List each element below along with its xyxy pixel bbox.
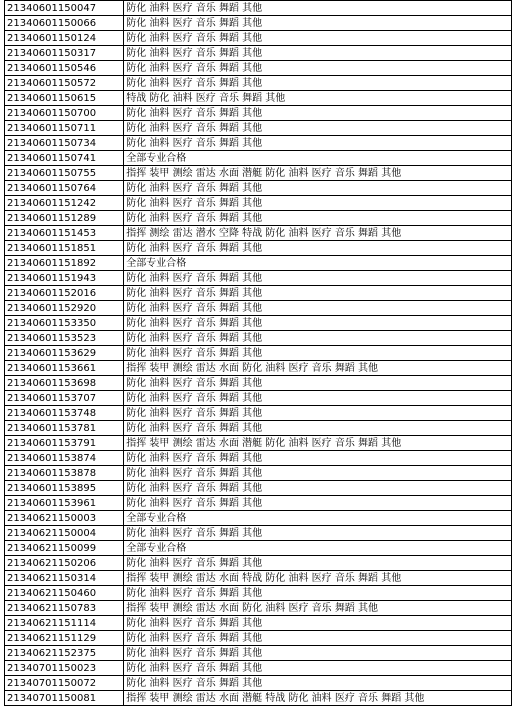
qualified-specialties-cell: 防化 油料 医疗 音乐 舞蹈 其他: [124, 391, 512, 406]
table-row: [5, 571, 512, 586]
candidate-code-cell: 21340601153961: [5, 496, 124, 511]
candidate-code-cell: 21340601150047: [5, 1, 124, 16]
qualified-specialties-cell: 防化 油料 医疗 音乐 舞蹈 其他: [124, 181, 512, 196]
qualified-specialties-cell: 指挥 装甲 测绘 雷达 水面 潜艇 防化 油料 医疗 音乐 舞蹈 其他: [124, 166, 512, 181]
candidate-code-cell: 21340621150460: [5, 586, 124, 601]
table-row: [5, 136, 512, 151]
qualified-specialties-cell: 防化 油料 医疗 音乐 舞蹈 其他: [124, 301, 512, 316]
candidate-code-cell: 21340601153878: [5, 466, 124, 481]
qualified-specialties-cell: 防化 油料 医疗 音乐 舞蹈 其他: [124, 556, 512, 571]
candidate-code-cell: 21340601153661: [5, 361, 124, 376]
table-row: [5, 391, 512, 406]
candidate-code-cell: 21340601150124: [5, 31, 124, 46]
candidate-code-cell: 21340701150081: [5, 691, 124, 706]
qualified-specialties-cell: 防化 油料 医疗 音乐 舞蹈 其他: [124, 46, 512, 61]
qualified-specialties-cell: 指挥 装甲 测绘 雷达 水面 防化 油料 医疗 音乐 舞蹈 其他: [124, 361, 512, 376]
candidate-code-cell: 21340601150700: [5, 106, 124, 121]
qualified-specialties-cell: 指挥 装甲 测绘 雷达 水面 防化 油料 医疗 音乐 舞蹈 其他: [124, 601, 512, 616]
qualified-specialties-cell: 防化 油料 医疗 音乐 舞蹈 其他: [124, 481, 512, 496]
qualified-specialties-cell: 防化 油料 医疗 音乐 舞蹈 其他: [124, 526, 512, 541]
candidate-code-cell: 21340621152375: [5, 646, 124, 661]
qualified-specialties-cell: 防化 油料 医疗 音乐 舞蹈 其他: [124, 241, 512, 256]
candidate-code-cell: 21340601153629: [5, 346, 124, 361]
table-row: [5, 226, 512, 241]
qualified-specialties-cell: 指挥 装甲 测绘 雷达 水面 潜艇 特战 防化 油料 医疗 音乐 舞蹈 其他: [124, 691, 512, 706]
qualified-specialties-cell: 防化 油料 医疗 音乐 舞蹈 其他: [124, 646, 512, 661]
qualified-specialties-cell: 防化 油料 医疗 音乐 舞蹈 其他: [124, 16, 512, 31]
candidate-code-cell: 21340601153350: [5, 316, 124, 331]
table-row: [5, 661, 512, 676]
table-row: [5, 511, 512, 526]
qualified-specialties-cell: 防化 油料 医疗 音乐 舞蹈 其他: [124, 631, 512, 646]
qualified-specialties-cell: 全部专业合格: [124, 511, 512, 526]
table-row: [5, 466, 512, 481]
table-row: [5, 91, 512, 106]
qualified-specialties-cell: 指挥 装甲 测绘 雷达 水面 特战 防化 油料 医疗 音乐 舞蹈 其他: [124, 571, 512, 586]
candidate-code-cell: 21340601150572: [5, 76, 124, 91]
table-row: [5, 421, 512, 436]
table-row: [5, 31, 512, 46]
table-row: [5, 451, 512, 466]
table-row: [5, 691, 512, 706]
table-row: [5, 286, 512, 301]
table-row: [5, 151, 512, 166]
table-row: [5, 526, 512, 541]
candidate-code-cell: 21340601150317: [5, 46, 124, 61]
candidate-code-cell: 21340621150314: [5, 571, 124, 586]
table-row: [5, 646, 512, 661]
candidate-code-cell: 21340701150023: [5, 661, 124, 676]
qualified-specialties-cell: 防化 油料 医疗 音乐 舞蹈 其他: [124, 466, 512, 481]
qualified-specialties-cell: 防化 油料 医疗 音乐 舞蹈 其他: [124, 1, 512, 16]
table-row: [5, 541, 512, 556]
qualified-specialties-cell: 全部专业合格: [124, 151, 512, 166]
candidate-code-cell: 21340621150004: [5, 526, 124, 541]
qualified-specialties-cell: 防化 油料 医疗 音乐 舞蹈 其他: [124, 616, 512, 631]
table-row: [5, 46, 512, 61]
qualified-specialties-cell: 防化 油料 医疗 音乐 舞蹈 其他: [124, 676, 512, 691]
qualified-specialties-cell: 防化 油料 医疗 音乐 舞蹈 其他: [124, 496, 512, 511]
table-row: [5, 241, 512, 256]
table-row: [5, 436, 512, 451]
candidate-code-cell: 21340601153874: [5, 451, 124, 466]
candidate-code-cell: 21340621150099: [5, 541, 124, 556]
results-table: [4, 0, 512, 706]
candidate-code-cell: 21340601150764: [5, 181, 124, 196]
candidate-code-cell: 21340601153781: [5, 421, 124, 436]
qualified-specialties-cell: 防化 油料 医疗 音乐 舞蹈 其他: [124, 331, 512, 346]
results-table-body: [5, 1, 512, 706]
candidate-code-cell: 21340601150615: [5, 91, 124, 106]
candidate-code-cell: 21340601151242: [5, 196, 124, 211]
qualified-specialties-cell: 防化 油料 医疗 音乐 舞蹈 其他: [124, 271, 512, 286]
table-row: [5, 166, 512, 181]
qualified-specialties-cell: 防化 油料 医疗 音乐 舞蹈 其他: [124, 406, 512, 421]
table-row: [5, 361, 512, 376]
qualified-specialties-cell: 全部专业合格: [124, 541, 512, 556]
qualified-specialties-cell: 防化 油料 医疗 音乐 舞蹈 其他: [124, 31, 512, 46]
table-row: [5, 616, 512, 631]
table-row: [5, 256, 512, 271]
candidate-code-cell: 21340601153707: [5, 391, 124, 406]
candidate-code-cell: 21340601150546: [5, 61, 124, 76]
qualified-specialties-cell: 防化 油料 医疗 音乐 舞蹈 其他: [124, 346, 512, 361]
candidate-code-cell: 21340621151129: [5, 631, 124, 646]
table-row: [5, 631, 512, 646]
candidate-code-cell: 21340601151453: [5, 226, 124, 241]
qualified-specialties-cell: 防化 油料 医疗 音乐 舞蹈 其他: [124, 196, 512, 211]
table-row: [5, 346, 512, 361]
candidate-code-cell: 21340601152016: [5, 286, 124, 301]
candidate-code-cell: 21340601151943: [5, 271, 124, 286]
candidate-code-cell: 21340601150711: [5, 121, 124, 136]
candidate-code-cell: 21340601150066: [5, 16, 124, 31]
candidate-code-cell: 21340621151114: [5, 616, 124, 631]
table-row: [5, 316, 512, 331]
candidate-code-cell: 21340601150734: [5, 136, 124, 151]
qualified-specialties-cell: 全部专业合格: [124, 256, 512, 271]
candidate-code-cell: 21340621150783: [5, 601, 124, 616]
candidate-code-cell: 21340601151289: [5, 211, 124, 226]
candidate-code-cell: 21340601153791: [5, 436, 124, 451]
candidate-code-cell: 21340601153748: [5, 406, 124, 421]
candidate-code-cell: 21340601151892: [5, 256, 124, 271]
qualified-specialties-cell: 防化 油料 医疗 音乐 舞蹈 其他: [124, 106, 512, 121]
qualified-specialties-cell: 防化 油料 医疗 音乐 舞蹈 其他: [124, 376, 512, 391]
qualified-specialties-cell: 防化 油料 医疗 音乐 舞蹈 其他: [124, 661, 512, 676]
table-row: [5, 556, 512, 571]
qualified-specialties-cell: 防化 油料 医疗 音乐 舞蹈 其他: [124, 286, 512, 301]
table-row: [5, 676, 512, 691]
table-row: [5, 61, 512, 76]
table-row: [5, 121, 512, 136]
table-row: [5, 586, 512, 601]
table-row: [5, 406, 512, 421]
qualified-specialties-cell: 防化 油料 医疗 音乐 舞蹈 其他: [124, 586, 512, 601]
qualified-specialties-cell: 防化 油料 医疗 音乐 舞蹈 其他: [124, 76, 512, 91]
candidate-code-cell: 21340601150755: [5, 166, 124, 181]
candidate-code-cell: 21340601152920: [5, 301, 124, 316]
table-row: [5, 76, 512, 91]
table-row: [5, 106, 512, 121]
table-row: [5, 331, 512, 346]
qualified-specialties-cell: 防化 油料 医疗 音乐 舞蹈 其他: [124, 451, 512, 466]
table-row: [5, 301, 512, 316]
table-row: [5, 181, 512, 196]
table-row: [5, 196, 512, 211]
table-row: [5, 601, 512, 616]
candidate-code-cell: 21340621150206: [5, 556, 124, 571]
qualified-specialties-cell: 防化 油料 医疗 音乐 舞蹈 其他: [124, 421, 512, 436]
candidate-code-cell: 21340701150072: [5, 676, 124, 691]
candidate-code-cell: 21340601151851: [5, 241, 124, 256]
table-row: [5, 376, 512, 391]
qualified-specialties-cell: 防化 油料 医疗 音乐 舞蹈 其他: [124, 61, 512, 76]
table-row: [5, 271, 512, 286]
candidate-code-cell: 21340621150003: [5, 511, 124, 526]
candidate-code-cell: 21340601153895: [5, 481, 124, 496]
table-row: [5, 481, 512, 496]
qualified-specialties-cell: 防化 油料 医疗 音乐 舞蹈 其他: [124, 121, 512, 136]
table-row: [5, 211, 512, 226]
qualified-specialties-cell: 指挥 装甲 测绘 雷达 水面 潜艇 防化 油料 医疗 音乐 舞蹈 其他: [124, 436, 512, 451]
table-row: [5, 16, 512, 31]
qualified-specialties-cell: 特战 防化 油料 医疗 音乐 舞蹈 其他: [124, 91, 512, 106]
candidate-code-cell: 21340601153698: [5, 376, 124, 391]
table-row: [5, 1, 512, 16]
table-row: [5, 496, 512, 511]
qualified-specialties-cell: 防化 油料 医疗 音乐 舞蹈 其他: [124, 316, 512, 331]
qualified-specialties-cell: 指挥 测绘 雷达 潜水 空降 特战 防化 油料 医疗 音乐 舞蹈 其他: [124, 226, 512, 241]
candidate-code-cell: 21340601153523: [5, 331, 124, 346]
qualified-specialties-cell: 防化 油料 医疗 音乐 舞蹈 其他: [124, 136, 512, 151]
candidate-code-cell: 21340601150741: [5, 151, 124, 166]
qualified-specialties-cell: 防化 油料 医疗 音乐 舞蹈 其他: [124, 211, 512, 226]
